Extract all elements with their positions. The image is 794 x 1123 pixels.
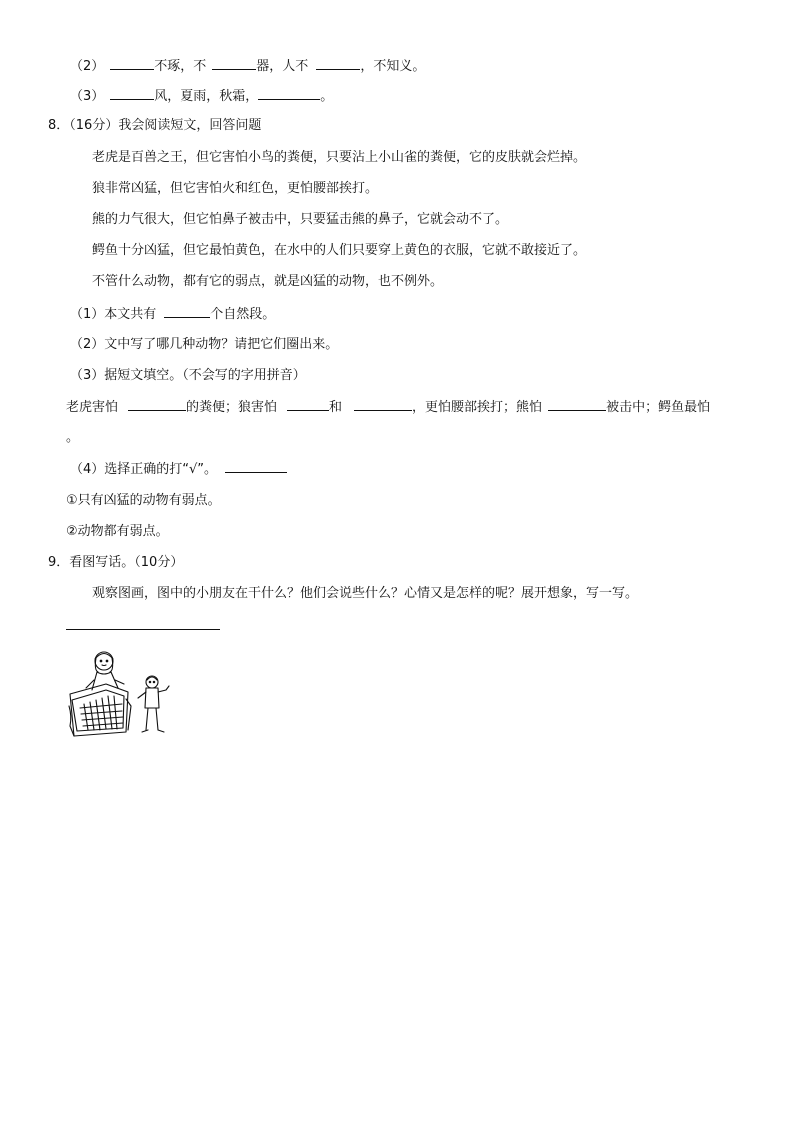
- writing-line[interactable]: [66, 629, 220, 630]
- answer-blank[interactable]: [316, 57, 360, 70]
- q7-item3-text-1: 风，夏雨，秋霜，: [154, 89, 259, 104]
- q7-item2-number: （2）: [70, 59, 105, 74]
- fill-text-e: 被击中；鳄鱼最怕: [606, 400, 711, 415]
- passage-paragraph-1: 老虎是百兽之王，但它害怕小鸟的粪便，只要沾上小山雀的粪便，它的皮肤就会烂掉。: [92, 150, 587, 165]
- q7-item3: [70, 87, 333, 105]
- answer-blank[interactable]: [548, 398, 606, 411]
- fill-text-d: ，更怕腰部挨打；熊怕: [412, 400, 543, 415]
- q8-sub1: [70, 305, 275, 323]
- q8-sub1-text-1: （1）本文共有: [70, 307, 157, 322]
- q7-item3-number: （3）: [70, 89, 105, 104]
- answer-blank[interactable]: [225, 460, 287, 473]
- answer-blank[interactable]: [164, 305, 210, 318]
- q7-item3-text-2: 。: [320, 89, 334, 104]
- q8-fill-line-end: 。: [66, 430, 80, 445]
- q8-sub4-text: （4）选择正确的打“√”。: [70, 462, 218, 477]
- answer-blank[interactable]: [110, 57, 154, 70]
- passage-paragraph-3: 熊的力气很大，但它怕鼻子被击中，只要猛击熊的鼻子，它就会动不了。: [92, 212, 509, 227]
- passage-paragraph-2: 狼非常凶猛，但它害怕火和红色，更怕腰部挨打。: [92, 181, 379, 196]
- q8-sub4: [70, 460, 287, 478]
- option-1: ①只有凶猛的动物有弱点。: [66, 493, 221, 508]
- q7-item2: [70, 57, 425, 75]
- q9-prompt: 观察图画，图中的小朋友在干什么？他们会说些什么？心情又是怎样的呢？展开想象，写一写。: [92, 586, 639, 601]
- q8-sub3: （3）据短文填空。（不会写的字用拼音）: [70, 368, 306, 383]
- picture-illustration: [66, 644, 176, 739]
- fill-text-c: 和: [329, 400, 343, 415]
- q8-sub2: （2）文中写了哪几种动物？请把它们圈出来。: [70, 337, 339, 352]
- q8-sub1-text-2: 个自然段。: [210, 307, 276, 322]
- passage-paragraph-4: 鳄鱼十分凶猛，但它最怕黄色，在水中的人们只要穿上黄色的衣服，它就不敢接近了。: [92, 243, 587, 258]
- answer-blank[interactable]: [258, 87, 320, 100]
- q7-item2-text-2: 器，人不: [256, 59, 309, 74]
- q8-fill-line: [66, 398, 710, 416]
- answer-blank[interactable]: [287, 398, 329, 411]
- fill-text-b: 的粪便；狼害怕: [186, 400, 278, 415]
- q7-item2-text-3: ，不知义。: [360, 59, 426, 74]
- passage-paragraph-5: 不管什么动物，都有它的弱点，就是凶猛的动物，也不例外。: [92, 274, 444, 289]
- q8-header: 8．（16分）我会阅读短文，回答问题: [48, 118, 262, 133]
- q7-item2-text-1: 不琢，不: [154, 59, 207, 74]
- q9-header: 9．看图写话。（10分）: [48, 555, 184, 570]
- answer-blank[interactable]: [354, 398, 412, 411]
- fill-text-a: 老虎害怕: [66, 400, 119, 415]
- option-2: ②动物都有弱点。: [66, 524, 169, 539]
- answer-blank[interactable]: [110, 87, 154, 100]
- answer-blank[interactable]: [128, 398, 186, 411]
- answer-blank[interactable]: [212, 57, 256, 70]
